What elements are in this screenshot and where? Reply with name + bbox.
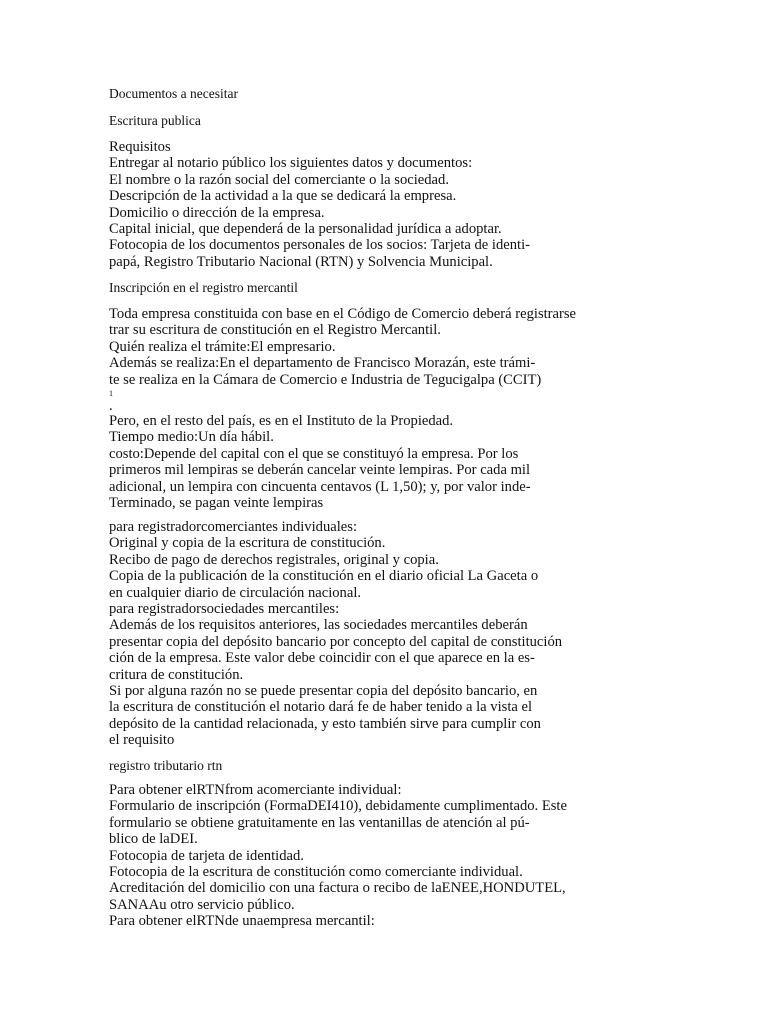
- text-line: papá, Registro Tributario Nacional (RTN) y Solvencia Municipal.: [109, 253, 493, 270]
- inscripcion-paragraph: [109, 306, 709, 511]
- text-line: Domicilio o dirección de la empresa.: [109, 204, 325, 221]
- text-line: SANAAu otro servicio público.: [109, 896, 295, 913]
- text-line: la escritura de constitución el notario dará fe de haber tenido a la vista el: [109, 699, 533, 716]
- text-line: Requisitos: [109, 139, 171, 155]
- text-line: Toda empresa constituida con base en el Código de Comercio deberá registrarse: [109, 306, 577, 322]
- text-line: El nombre o la razón social del comerciante o la sociedad.: [109, 171, 449, 188]
- heading-escritura: Escritura publica: [109, 113, 201, 128]
- text-line: Acreditación del domicilio con una factura o recibo de laENEE,HONDUTEL,: [109, 880, 566, 897]
- text-line: adicional, un lempira con cincuenta centavos (L 1,50); y, por valor inde-: [109, 478, 531, 495]
- text-line: Original y copia de la escritura de constitución.: [109, 535, 386, 552]
- text-line: Para obtener elRTNfrom acomerciante individual:: [109, 782, 402, 798]
- text-line: Fotocopia de los documentos personales de los socios: Tarjeta de identi-: [109, 237, 531, 254]
- footnote-mark: 1: [109, 388, 113, 398]
- registrador-paragraph: [109, 519, 709, 748]
- text-line: trar su escritura de constitución en el Registro Mercantil.: [109, 322, 441, 339]
- heading-rtn: registro tributario rtn: [109, 758, 223, 773]
- text-line: Fotocopia de tarjeta de identidad.: [109, 847, 304, 864]
- text-line: en cualquier diario de circulación nacional.: [109, 584, 362, 601]
- text-line: el requisito: [109, 732, 175, 749]
- text-line: ción de la empresa. Este valor debe coincidir con el que aparece en la es-: [109, 650, 535, 667]
- rtn-paragraph: [109, 782, 709, 930]
- text-line: para registradorsociedades mercantiles:: [109, 600, 340, 617]
- text-line: Pero, en el resto del país, es en el Instituto de la Propiedad.: [109, 412, 454, 429]
- text-line: Tiempo medio:Un día hábil.: [109, 429, 274, 446]
- text-line: Entregar al notario público los siguientes datos y documentos:: [109, 155, 473, 172]
- requisitos-paragraph: [109, 139, 709, 270]
- text-line: Recibo de pago de derechos registrales, original y copia.: [109, 551, 439, 568]
- text-line: Copia de la publicación de la constitución en el diario oficial La Gaceta o: [109, 568, 539, 585]
- text-line: blico de laDEI.: [109, 831, 198, 848]
- text-line: para registradorcomerciantes individuales:: [109, 519, 357, 535]
- text-line: Además de los requisitos anteriores, las sociedades mercantiles deberán: [109, 617, 528, 634]
- text-line: Si por alguna razón no se puede presentar copia del depósito bancario, en: [109, 682, 538, 699]
- text-line: Además se realiza:En el departamento de Francisco Morazán, este trámi-: [109, 355, 536, 372]
- heading-documentos: Documentos a necesitar: [109, 86, 238, 101]
- text-line: Capital inicial, que dependerá de la personalidad jurídica a adoptar.: [109, 220, 502, 237]
- text-line: .: [109, 397, 113, 414]
- text-line: presentar copia del depósito bancario por concepto del capital de constitución: [109, 633, 563, 650]
- text-line: Descripción de la actividad a la que se dedicará la empresa.: [109, 188, 457, 205]
- text-line: primeros mil lempiras se deberán cancelar veinte lempiras. Por cada mil: [109, 462, 531, 479]
- heading-inscripcion: Inscripción en el registro mercantil: [109, 280, 298, 295]
- text-line: Terminado, se pagan veinte lempiras: [109, 494, 324, 511]
- text-line: Quién realiza el trámite:El empresario.: [109, 338, 336, 355]
- text-line: Para obtener elRTNde unaempresa mercantil:: [109, 913, 375, 930]
- text-line: formulario se obtiene gratuitamente en las ventanillas de atención al pú-: [109, 814, 530, 831]
- text-line: te se realiza en la Cámara de Comercio e Industria de Tegucigalpa (CCIT): [109, 371, 542, 388]
- text-line: critura de constitución.: [109, 666, 244, 683]
- text-line: Formulario de inscripción (FormaDEI410), debidamente cumplimentado. Este: [109, 798, 567, 815]
- text-line: depósito de la cantidad relacionada, y esto también sirve para cumplir con: [109, 715, 541, 732]
- text-line: Fotocopia de la escritura de constitución como comerciante individual.: [109, 863, 523, 880]
- text-line: costo:Depende del capital con el que se constituyó la empresa. Por los: [109, 445, 519, 462]
